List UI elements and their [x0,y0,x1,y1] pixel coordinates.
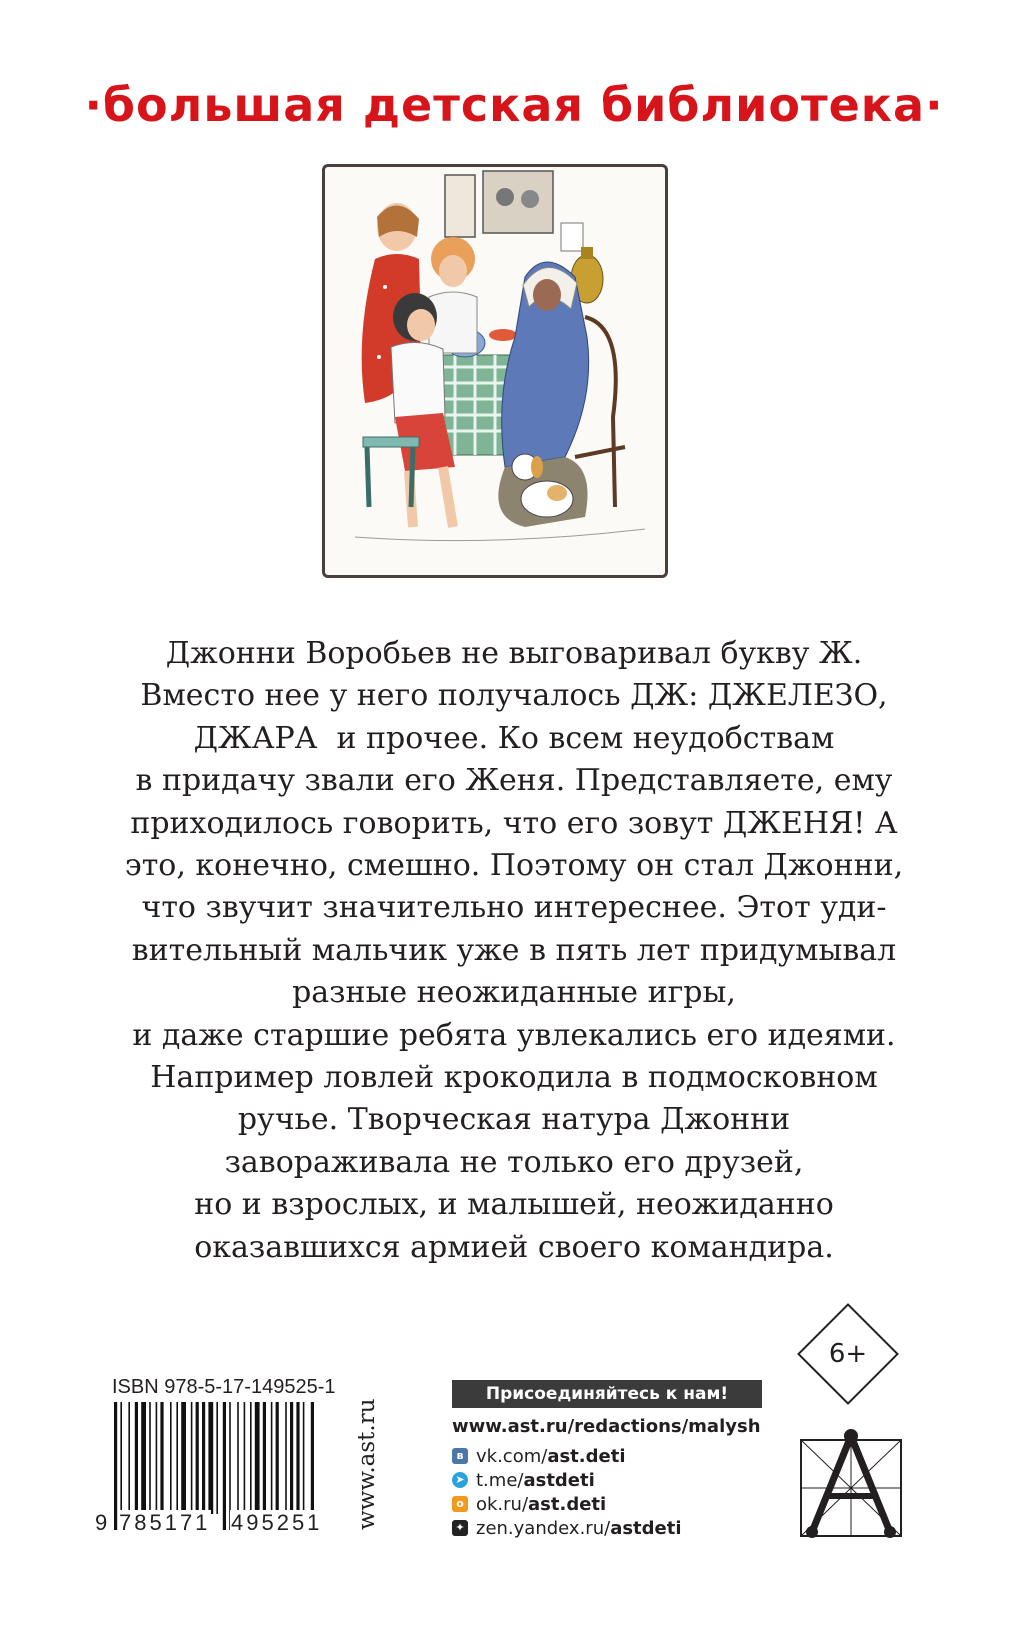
barcode-bar [191,1402,193,1514]
barcode-bar [120,1402,122,1514]
blurb-line: завораживала не только его друзей, [224,1144,804,1180]
social-link-zen[interactable] [452,1516,682,1540]
social-links [452,1444,682,1540]
blurb-line: Джонни Воробьев не выговаривал букву Ж. [165,636,863,671]
social-handle: astdeti [610,1517,682,1539]
social-link-ok[interactable] [452,1492,682,1516]
blurb-line: и даже старшие ребята увлекались его идеями. [132,1017,896,1053]
barcode-bar [290,1402,293,1514]
barcode-bar [176,1402,178,1514]
barcode-bar [128,1402,130,1514]
barcode-digit-lead: 9 [95,1510,108,1535]
illustration-family-tea-scene [325,167,665,575]
publisher-site-link[interactable]: www.ast.ru/redactions/malysh [452,1416,761,1437]
blurb-line: Вместо нее у него получалось ДЖ: ДЖЕЛЕЗО, [140,678,888,714]
social-prefix: vk.com/ [476,1445,548,1467]
barcode-bar [271,1402,273,1514]
barcode-bar [237,1402,239,1514]
blurb-line: это, конечно, смешно. Поэтому он стал Джонни, [124,848,904,884]
barcode-bar [303,1402,305,1514]
barcode-bar [156,1402,158,1514]
social-handle: ast.deti [528,1493,607,1515]
barcode-bar [276,1402,279,1514]
blurb-line: разные неожиданные игры, [292,975,736,1011]
isbn-label: ISBN 978-5-17-149525-1 [112,1376,336,1398]
blurb-line: приходилось говорить, что его зовут ДЖЕНЯ! А [130,805,898,841]
barcode-bar [216,1402,218,1514]
social-prefix: zen.yandex.ru/ [476,1517,611,1539]
barcode-bar [250,1402,252,1514]
barcode-digits [94,1510,344,1540]
blurb-line: в придачу звали его Женя. Представляете, ему [135,763,893,799]
ast-publisher-logo [798,1426,904,1540]
age-rating-label: 6+ [828,1339,868,1369]
barcode-bar [208,1402,213,1514]
odnoklassniki-icon: о [452,1496,468,1512]
social-handle: ast.deti [547,1445,626,1467]
social-link-vk[interactable] [452,1444,682,1468]
telegram-icon: ➤ [452,1472,468,1488]
barcode-bar [263,1402,266,1514]
barcode-bar [181,1402,186,1514]
book-description [110,633,918,1269]
barcode-bar [296,1402,299,1514]
barcode-bar [196,1402,199,1514]
series-title: ·большая детская библиотека· [84,78,944,132]
join-us-banner: Присоединяйтесь к нам! [452,1380,762,1408]
barcode-bar [255,1402,260,1514]
blurb-line: но и взрослых, и малышей, неожиданно [194,1187,834,1223]
cover-illustration [322,164,668,578]
blurb-line: что звучит значительно интереснее. Этот уди- [141,890,887,926]
barcode-bar [135,1402,138,1514]
social-link-telegram[interactable] [452,1468,682,1492]
social-handle: astdeti [523,1469,595,1491]
barcode-bar [202,1402,205,1514]
barcode-bar [311,1402,314,1514]
barcode-bar [141,1402,146,1514]
blurb-line: оказавшихся армией своего командира. [194,1229,834,1265]
barcode-bar [170,1402,172,1514]
blurb-line: вительный мальчик уже в пять лет придумывал [131,932,897,968]
barcode-digit-group-left: 785171 [119,1510,211,1535]
blurb-line: ручье. Творческая натура Джонни [237,1102,791,1138]
barcode-bar [149,1402,151,1514]
vk-icon: в [452,1448,468,1464]
blurb-line: Например ловлей крокодила в подмосковном [150,1060,878,1096]
blurb-line: ДЖАРА и прочее. Ко всем неудобствам [193,720,835,756]
barcode-bar [244,1402,246,1514]
barcode-digit-group-right: 495251 [231,1510,323,1535]
publisher-website-vertical: www.ast.ru [354,1398,380,1530]
barcode-bar [160,1402,163,1514]
zen-icon: ✦ [452,1520,468,1536]
social-prefix: ok.ru/ [476,1493,529,1515]
social-prefix: t.me/ [476,1469,524,1491]
barcode-bar [285,1402,287,1514]
